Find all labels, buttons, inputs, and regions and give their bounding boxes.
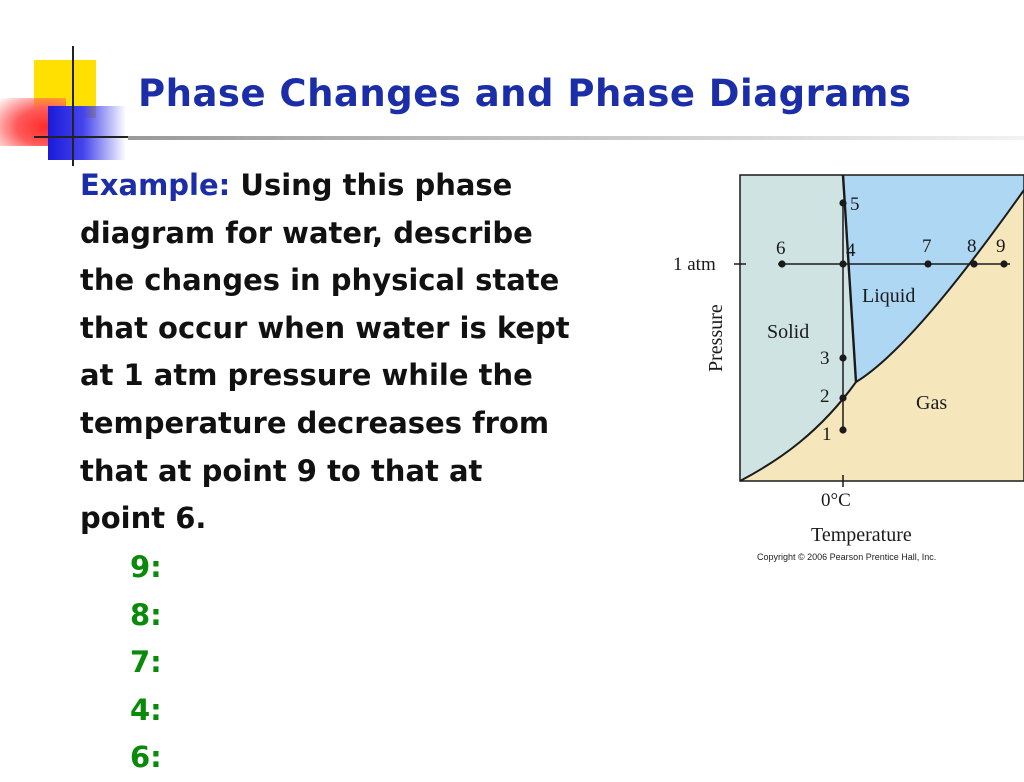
- example-line-4: that occur when water is kept: [80, 310, 570, 345]
- answer-item-7: 7:: [130, 645, 162, 680]
- example-line-2: diagram for water, describe: [80, 215, 533, 250]
- example-line-8: point 6.: [80, 501, 207, 536]
- x-axis-label: Temperature: [811, 524, 912, 546]
- zero-c-label: 0°C: [821, 490, 851, 511]
- title-underline: [128, 136, 1024, 140]
- example-line-3: the changes in physical state: [80, 263, 560, 298]
- copyright-label: Copyright © 2006 Pearson Prentice Hall, Inc.: [757, 552, 937, 562]
- logo-vertical-line: [72, 46, 74, 166]
- point-8-label: 8: [967, 236, 977, 257]
- point-5-label: 5: [850, 194, 860, 215]
- solid-region-label: Solid: [767, 321, 810, 343]
- point-1-marker: [839, 426, 846, 433]
- answer-item-8: 8:: [130, 597, 162, 632]
- answer-item-9: 9:: [130, 550, 162, 584]
- point-4-label: 4: [846, 240, 856, 261]
- point-7-label: 7: [922, 236, 932, 257]
- point-2-label: 2: [820, 386, 830, 407]
- point-6-label: 6: [776, 238, 786, 259]
- point-9-marker: [1000, 260, 1007, 267]
- example-text: [80, 162, 680, 543]
- point-3-label: 3: [820, 348, 830, 369]
- example-line-1: Using this phase: [240, 168, 513, 202]
- answer-item-6: 6:: [130, 740, 162, 775]
- one-atm-label: 1 atm: [673, 254, 716, 275]
- point-2-marker: [839, 394, 846, 401]
- point-9-label: 9: [996, 236, 1006, 257]
- logo-blue-square: [48, 106, 126, 160]
- slide-logo: [0, 40, 140, 170]
- gas-region-label: Gas: [916, 392, 948, 414]
- answer-list: [130, 544, 162, 782]
- example-line-5: at 1 atm pressure while the: [80, 358, 533, 393]
- point-7-marker: [924, 260, 931, 267]
- point-8-marker: [970, 260, 977, 267]
- example-label: Example:: [80, 168, 231, 202]
- example-line-7: that at point 9 to that at: [80, 453, 483, 488]
- liquid-region-label: Liquid: [862, 285, 916, 307]
- y-axis-label: Pressure: [705, 304, 727, 372]
- point-4-marker: [839, 260, 846, 267]
- logo-horizontal-line: [34, 136, 134, 138]
- point-6-marker: [778, 260, 785, 267]
- example-line-6: temperature decreases from: [80, 405, 550, 440]
- point-5-marker: [839, 199, 846, 206]
- answer-item-4: 4:: [130, 692, 162, 727]
- point-1-label: 1: [822, 424, 832, 445]
- slide-title: Phase Changes and Phase Diagrams: [138, 72, 912, 115]
- point-3-marker: [839, 354, 846, 361]
- phase-diagram: [660, 160, 1024, 580]
